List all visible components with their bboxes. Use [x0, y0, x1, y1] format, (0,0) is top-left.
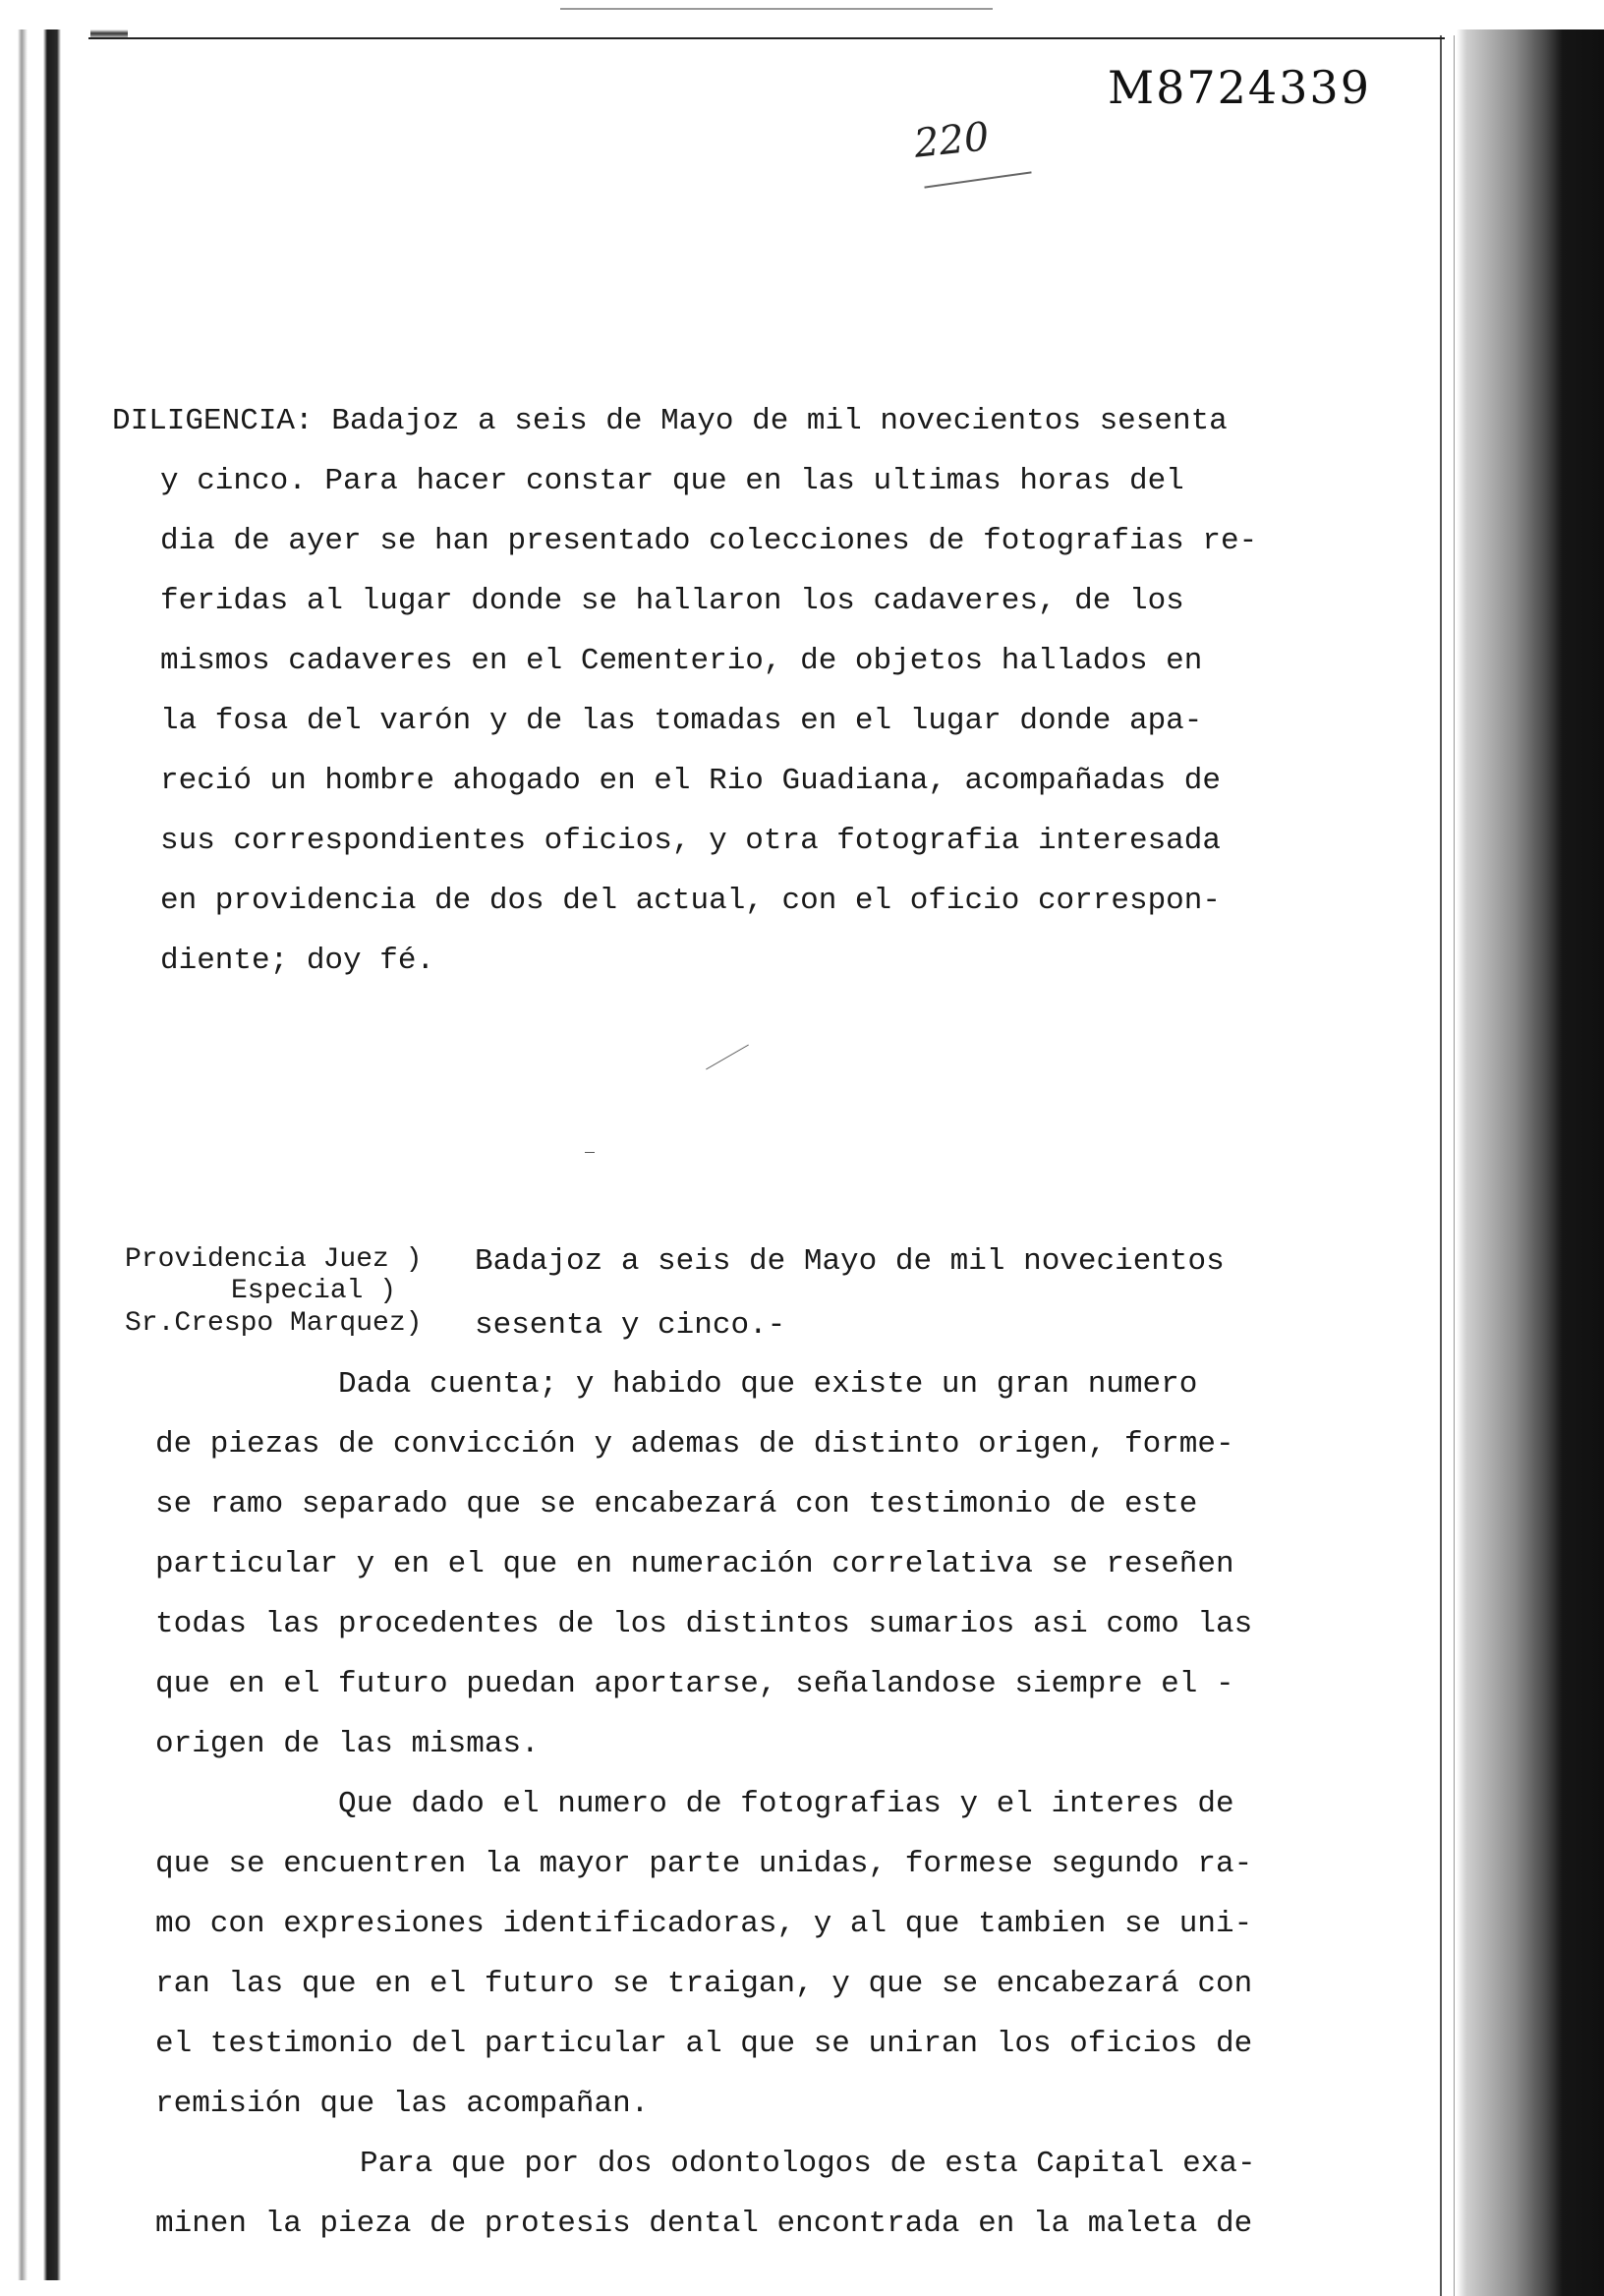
scan-line-top	[560, 8, 993, 10]
paragraph-line: Que dado el numero de fotografias y el interes de	[338, 1787, 1234, 1821]
document-page: M8724339 220 DILIGENCIA: Badajoz a seis de Mayo de mil novecientos sesenta y cinco. Para hacer constar que en las ultimas horas del dia de ayer se han presentado colecciones de fotografias re- feridas al lugar donde se hallaron los cadaveres, de los mismos cadaveres en el Cementerio, de objetos hallados en la fosa del varón y de las tomadas en el lugar donde apa- reció un hombre ahogado en el Rio Guadiana, acompañadas de sus correspondientes oficios, y otra fotografia interesada en providencia de dos del actual, con el oficio correspon- diente; doy fé. Providencia Juez ) Especial ) Sr.Crespo Marquez) Badajoz a seis de Mayo de mil novecientos sesenta y cinco.- Dada cuenta; y habido que existe un gran numero de piezas de convicción y ademas de distinto origen, forme- se ramo separado que se encabezará con testimonio de este particular y en el que en numeración correlativa se reseñen todas las procedentes de los distintos sumarios asi como las que en el futuro puedan aportarse, señalandose siempre el - origen de las mismas. Que dado el numero de fotografias y el interes de que se encuentren la mayor parte unidas, formese segundo ra- mo con expresiones identificadoras, y al que tambien se uni- ran las que en el futuro se traigan, y que se encabezará con el testimonio del particular al que se uniran los oficios de remisión que las acompañan. Para que por dos odontologos de esta Capital exa- minen la pieza de protesis dental encontrada en la maleta de	[0, 0, 1604, 2296]
scan-edge-right	[1398, 29, 1604, 2296]
paragraph-line: particular y en el que en numeración correlativa se reseñen	[155, 1547, 1234, 1581]
paragraph-line: que se encuentren la mayor parte unidas, formese segundo ra-	[155, 1847, 1253, 1881]
diligencia-line: reció un hombre ahogado en el Rio Guadiana, acompañadas de	[160, 764, 1221, 798]
diligencia-line: en providencia de dos del actual, con el oficio correspon-	[160, 884, 1221, 918]
binding-edge	[0, 29, 90, 2280]
pen-mark	[706, 1045, 749, 1070]
paragraph-line: mo con expresiones identificadoras, y al que tambien se uni-	[155, 1907, 1253, 1941]
page-frame-right	[1440, 35, 1455, 2296]
diligencia-line: DILIGENCIA: Badajoz a seis de Mayo de mil novecientos sesenta	[112, 404, 1228, 438]
paragraph-line: Dada cuenta; y habido que existe un gran numero	[338, 1367, 1198, 1402]
page-top-rule	[88, 37, 1445, 39]
paragraph-line: se ramo separado que se encabezará con testimonio de este	[155, 1487, 1198, 1521]
paragraph-line: ran las que en el futuro se traigan, y que se encabezará con	[155, 1967, 1253, 2001]
diligencia-line: y cinco. Para hacer constar que en las ultimas horas del	[160, 464, 1184, 498]
diligencia-line: mismos cadaveres en el Cementerio, de objetos hallados en	[160, 644, 1203, 678]
paragraph-line: el testimonio del particular al que se uniran los oficios de	[155, 2027, 1253, 2061]
folio-underline	[924, 171, 1031, 188]
handwritten-folio-number: 220	[911, 114, 992, 167]
diligencia-line: sus correspondientes oficios, y otra fotografia interesada	[160, 824, 1221, 858]
providencia-header-line: Badajoz a seis de Mayo de mil novecientos	[475, 1244, 1225, 1279]
paragraph-line: de piezas de convicción y ademas de distinto origen, forme-	[155, 1427, 1234, 1462]
paragraph-line: minen la pieza de protesis dental encontrada en la maleta de	[155, 2207, 1253, 2241]
document-number-stamp: M8724339	[1108, 61, 1371, 114]
pen-mark	[585, 1152, 595, 1153]
diligencia-line: diente; doy fé.	[160, 944, 435, 978]
paragraph-line: Para que por dos odontologos de esta Capital exa-	[360, 2147, 1256, 2181]
paragraph-line: origen de las mismas.	[155, 1727, 540, 1761]
paragraph-line: todas las procedentes de los distintos sumarios asi como las	[155, 1607, 1253, 1641]
diligencia-line: la fosa del varón y de las tomadas en el lugar donde apa-	[160, 704, 1203, 738]
diligencia-line: feridas al lugar donde se hallaron los cadaveres, de los	[160, 584, 1184, 618]
paragraph-line: que en el futuro puedan aportarse, señalandose siempre el -	[155, 1667, 1234, 1701]
providencia-header-line: sesenta y cinco.-	[475, 1308, 786, 1343]
paragraph-line: remisión que las acompañan.	[155, 2087, 650, 2121]
diligencia-line: dia de ayer se han presentado colecciones de fotografias re-	[160, 524, 1258, 558]
